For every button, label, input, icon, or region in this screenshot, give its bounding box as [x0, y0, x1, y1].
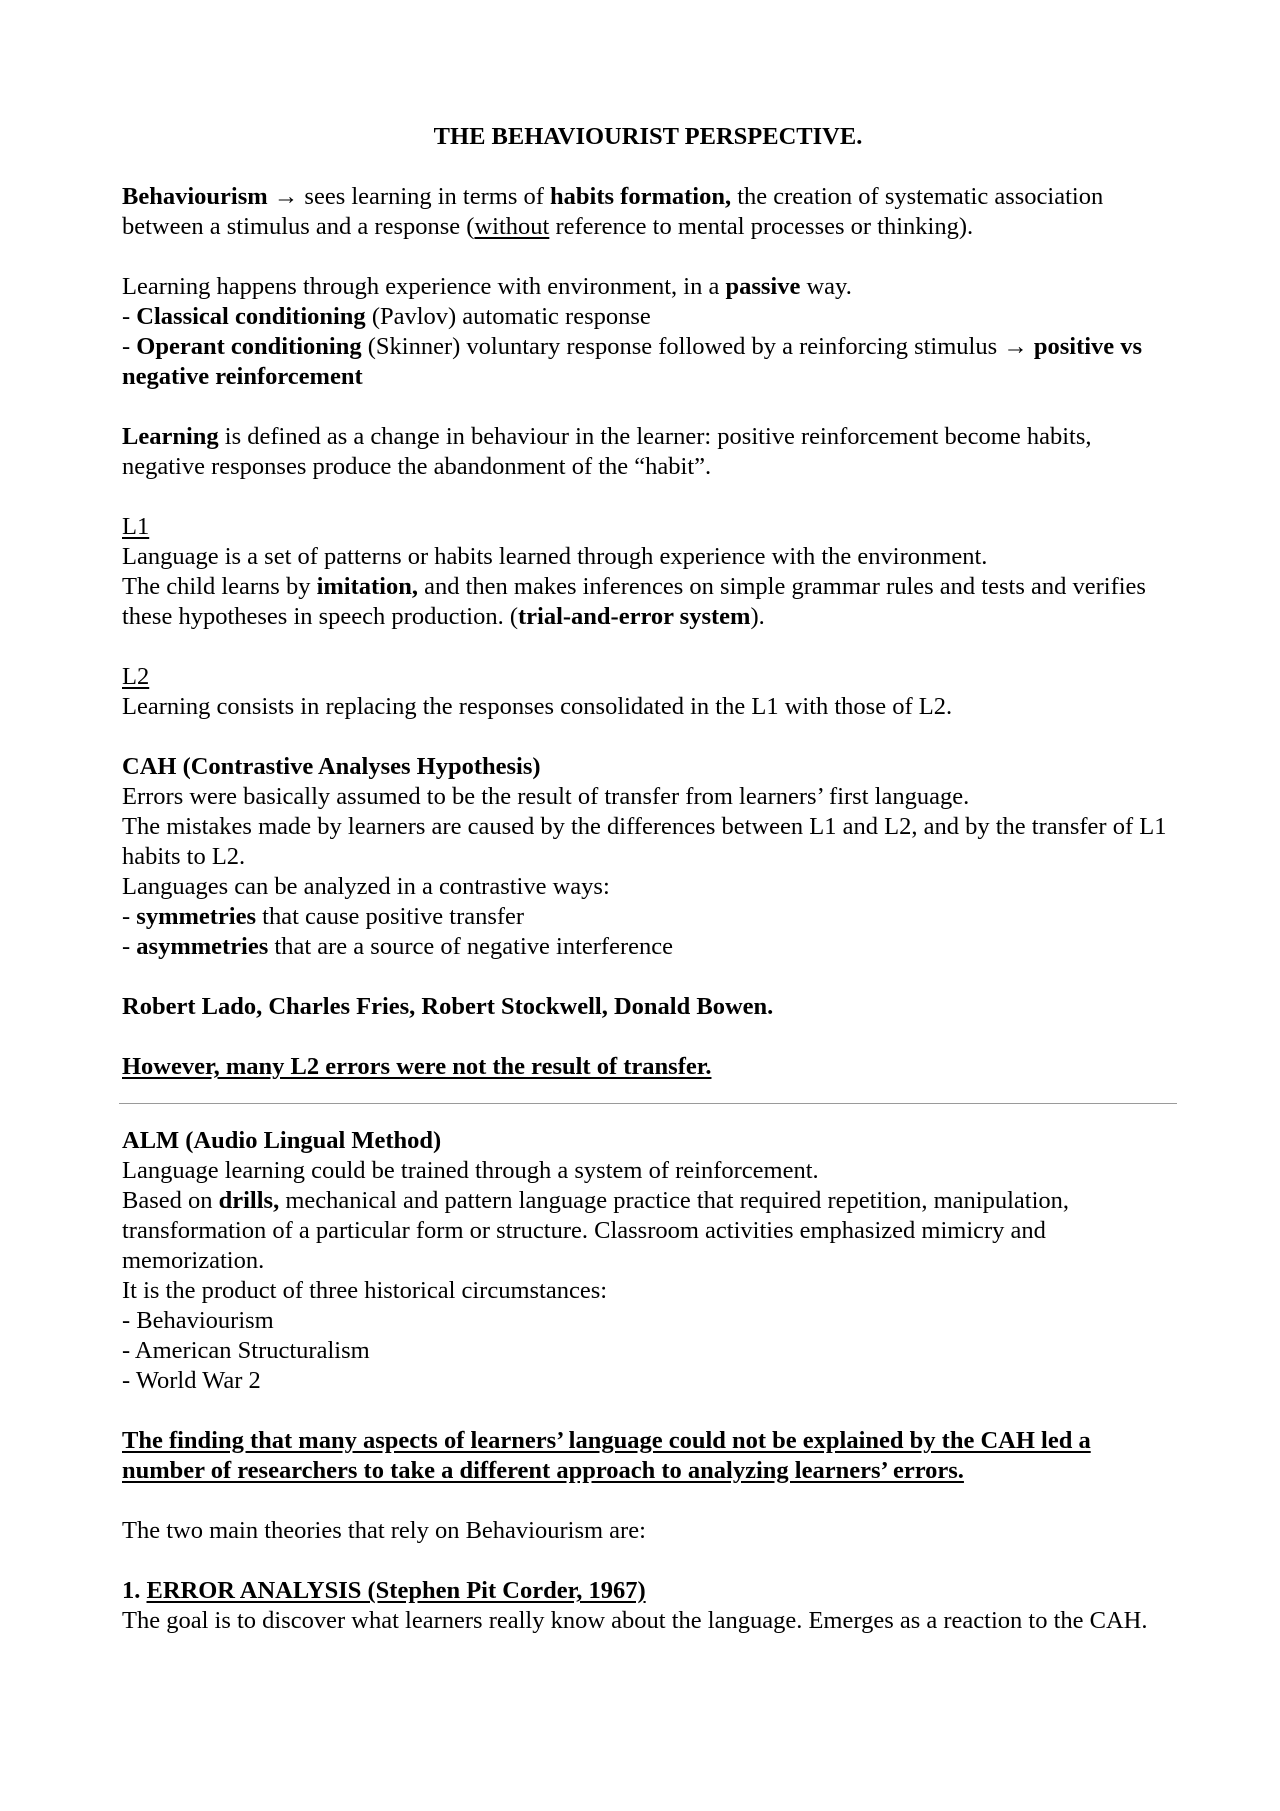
however-line [122, 1052, 1174, 1082]
behaviourism-term: Behaviourism [122, 183, 268, 210]
asymmetries-text: that are a source of negative interference [268, 933, 673, 960]
two-theories-line: The two main theories that rely on Behaviourism are: [122, 1517, 646, 1544]
classical-conditioning-term: Classical conditioning [136, 303, 366, 330]
l1-text-b: and then makes inferences on simple grammar rules and tests and verifies these hypotheses in speech production. ( [122, 573, 1146, 630]
habits-formation-term: habits formation, [550, 183, 732, 210]
alm-line-1: Language learning could be trained through a system of reinforcement. [122, 1157, 819, 1184]
learning-happens-text: Learning happens through experience with environment, in a [122, 273, 726, 300]
l2-line-1: Learning consists in replacing the responses consolidated in the L1 with those of L2. [122, 693, 953, 720]
alm-text-a: Based on [122, 1187, 219, 1214]
document-body [122, 122, 1174, 1636]
symmetries-item [122, 902, 1174, 932]
learning-defined-paragraph [122, 422, 1174, 482]
cah-line-2: The mistakes made by learners are caused by the differences between L1 and L2, and by the transfer of L1 habits to L2. [122, 813, 1167, 870]
finding-text: The finding that many aspects of learners’ language could not be explained by the CAH led a number of researchers to take a different approach to analyzing learners’ errors. [122, 1427, 1091, 1484]
l1-text-a: The child learns by [122, 573, 317, 600]
operant-conditioning-term: Operant conditioning [136, 333, 362, 360]
behaviourism-text-2: the creation of systematic association between a stimulus and a response ( [122, 183, 1104, 240]
authors-text: Robert Lado, Charles Fries, Robert Stockwell, Donald Bowen. [122, 993, 774, 1020]
learning-happens-line [122, 272, 1174, 302]
l1-text-c: ). [750, 603, 765, 630]
alm-line-3: It is the product of three historical circumstances: [122, 1277, 608, 1304]
cah-heading-text: CAH (Contrastive Analyses Hypothesis) [122, 753, 541, 780]
operant-conditioning-line [122, 332, 1174, 392]
passive-term: passive [725, 273, 801, 300]
section-divider [119, 1103, 1177, 1104]
l2-heading-text: L2 [122, 663, 150, 690]
error-analysis-text: The goal is to discover what learners really know about the language. Emerges as a reaction to the CAH. [122, 1607, 1148, 1634]
operant-dash: - [122, 333, 137, 360]
alm-heading-text: ALM (Audio Lingual Method) [122, 1127, 442, 1154]
without-word: without [474, 213, 550, 240]
classical-conditioning-text: (Pavlov) automatic response [365, 303, 651, 330]
alm-item-structuralism: - American Structuralism [122, 1337, 370, 1364]
alm-text-b: mechanical and pattern language practice that required repetition, manipulation, transformation of a particular form or structure. Classroom activities emphasized mimicry and memorization. [122, 1187, 1070, 1274]
finding-paragraph [122, 1426, 1174, 1486]
alm-line-2 [122, 1186, 1174, 1276]
cah-heading [122, 752, 1174, 782]
classical-dash: - [122, 303, 137, 330]
behaviourism-text-3: reference to mental processes or thinking). [549, 213, 974, 240]
asymmetries-term: asymmetries [136, 933, 269, 960]
l1-line-1: Language is a set of patterns or habits learned through experience with the environment. [122, 543, 988, 570]
behaviourism-paragraph [122, 182, 1174, 242]
alm-heading [122, 1126, 1174, 1156]
l1-heading-text: L1 [122, 513, 150, 540]
operant-conditioning-text: (Skinner) voluntary response followed by a reinforcing stimulus → [361, 333, 1034, 360]
learning-term: Learning [122, 423, 219, 450]
learning-happens-end: way. [800, 273, 852, 300]
error-analysis-number: 1. [122, 1577, 147, 1604]
drills-term: drills, [218, 1187, 280, 1214]
asymmetries-dash: - [122, 933, 137, 960]
page-title: THE BEHAVIOURIST PERSPECTIVE. [433, 123, 863, 150]
cah-line-3: Languages can be analyzed in a contrastive ways: [122, 873, 610, 900]
l2-heading [122, 662, 1174, 692]
however-text: However, many L2 errors were not the result of transfer. [122, 1053, 712, 1080]
learning-defined-text: is defined as a change in behaviour in the learner: positive reinforcement become habits, negative responses produce the abandonment of the “habit”. [122, 423, 1092, 480]
symmetries-dash: - [122, 903, 137, 930]
error-analysis-heading [122, 1576, 1174, 1606]
cah-line-1: Errors were basically assumed to be the result of transfer from learners’ first language. [122, 783, 970, 810]
imitation-term: imitation, [316, 573, 418, 600]
alm-item-behaviourism: - Behaviourism [122, 1307, 274, 1334]
trial-and-error-term: trial-and-error system [517, 603, 751, 630]
l1-line-2 [122, 572, 1174, 632]
l1-heading [122, 512, 1174, 542]
asymmetries-item [122, 932, 1174, 962]
authors-line [122, 992, 1174, 1022]
symmetries-term: symmetries [136, 903, 257, 930]
symmetries-text: that cause positive transfer [256, 903, 525, 930]
error-analysis-heading-text: ERROR ANALYSIS (Stephen Pit Corder, 1967) [146, 1577, 646, 1604]
classical-conditioning-line [122, 302, 1174, 332]
reinforcement-term: positive vs negative reinforcement [122, 333, 1143, 390]
behaviourism-text-1: → sees learning in terms of [267, 183, 551, 210]
alm-item-world-war: - World War 2 [122, 1367, 261, 1394]
